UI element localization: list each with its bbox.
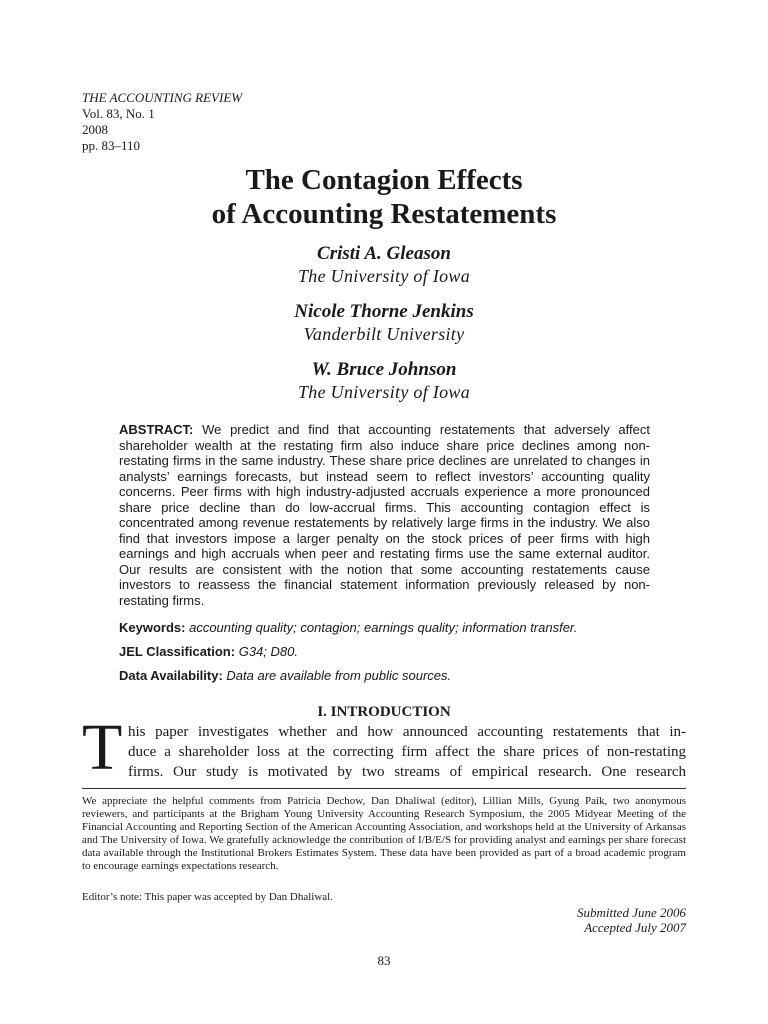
journal-volume: Vol. 83, No. 1 (82, 106, 155, 121)
page-number: 83 (377, 953, 391, 968)
journal-pages: pp. 83–110 (82, 138, 141, 153)
keywords-value: accounting quality; contagion; earnings quality; information transfer. (189, 620, 578, 635)
submission-dates (577, 905, 686, 935)
editor-note: Editor’s note: This paper was accepted by Dan Dhaliwal. (82, 891, 333, 903)
jel-label: JEL Classification: (119, 644, 236, 659)
section-heading: I. INTRODUCTION (317, 704, 451, 720)
abstract-text: We predict and find that accounting restatements that adversely affect shareholder wealth at the restating firm also induce share price declines among non-restating firms in the same industry. These share price declines are unrelated to changes in analysts’ earnings forecasts, but instead seem to reflect investors’ accounting quality concerns. Peer firms with high industry-adjusted accruals experience a more pronounced share price decline than do low-accrual firms. This accounting contagion effect is concentrated among revenue restatements by relatively large firms in the industry. We also find that investors impose a larger penalty on the stock prices of peer firms with high earnings and high accruals when peer and restating firms use the same external auditor. Our results are consistent with the notion that some accounting restatements cause investors to reassess the financial statement information previously released by non-restating firms. (119, 422, 650, 608)
jel-value: G34; D80. (238, 644, 298, 659)
abstract-label: ABSTRACT: (119, 422, 194, 437)
author-affiliation: Vanderbilt University (303, 324, 465, 344)
jel-classification (119, 644, 659, 660)
journal-info (82, 90, 242, 154)
intro-line: firms. Our study is motivated by two streams of empirical research. One research (128, 764, 686, 780)
author-block (0, 242, 768, 287)
data-availability-value: Data are available from public sources. (226, 668, 452, 683)
author-name: W. Bruce Johnson (311, 359, 457, 380)
accepted-date: Accepted July 2007 (584, 920, 686, 935)
author-list (0, 242, 768, 416)
author-name: Cristi A. Gleason (317, 243, 451, 264)
author-block (0, 358, 768, 403)
drop-cap: T (82, 711, 123, 784)
title-line-1: The Contagion Effects (245, 164, 523, 196)
footnote-divider (82, 788, 686, 789)
journal-name: THE ACCOUNTING REVIEW (82, 90, 243, 105)
paper-title (0, 163, 768, 231)
keywords-label: Keywords: (119, 620, 186, 635)
data-availability (119, 668, 659, 684)
author-name: Nicole Thorne Jenkins (294, 301, 474, 322)
author-block (0, 300, 768, 345)
title-line-2: of Accounting Restatements (211, 198, 557, 230)
intro-lines (128, 722, 686, 782)
intro-line: his paper investigates whether and how announced accounting restatements that in- (128, 724, 686, 740)
abstract (119, 422, 650, 608)
submitted-date: Submitted June 2006 (576, 905, 686, 920)
journal-year: 2008 (82, 122, 108, 137)
author-affiliation: The University of Iowa (297, 266, 471, 286)
keywords (119, 620, 659, 636)
acknowledgment-footnote: We appreciate the helpful comments from Patricia Dechow, Dan Dhaliwal (editor), Lillian Mills, Gyung Paik, two anonymous reviewers, and participants at the Brigham Young University Accounting Research Symposium, the 2005 Midyear Meeting of the Financial Accounting and Reporting Section of the American Accounting Association, and workshops held at the University of Arkansas and The University of Iowa. We gratefully acknowledge the contribution of I/B/E/S for providing analyst and earnings per share forecast data available through the Institutional Brokers Estimates System. These data have been provided as part of a broad academic program to encourage earnings expectations research. (82, 795, 686, 872)
data-availability-label: Data Availability: (119, 668, 223, 683)
intro-line: duce a shareholder loss at the correcting firm affect the share prices of non-restating (128, 744, 686, 760)
author-affiliation: The University of Iowa (297, 382, 471, 402)
